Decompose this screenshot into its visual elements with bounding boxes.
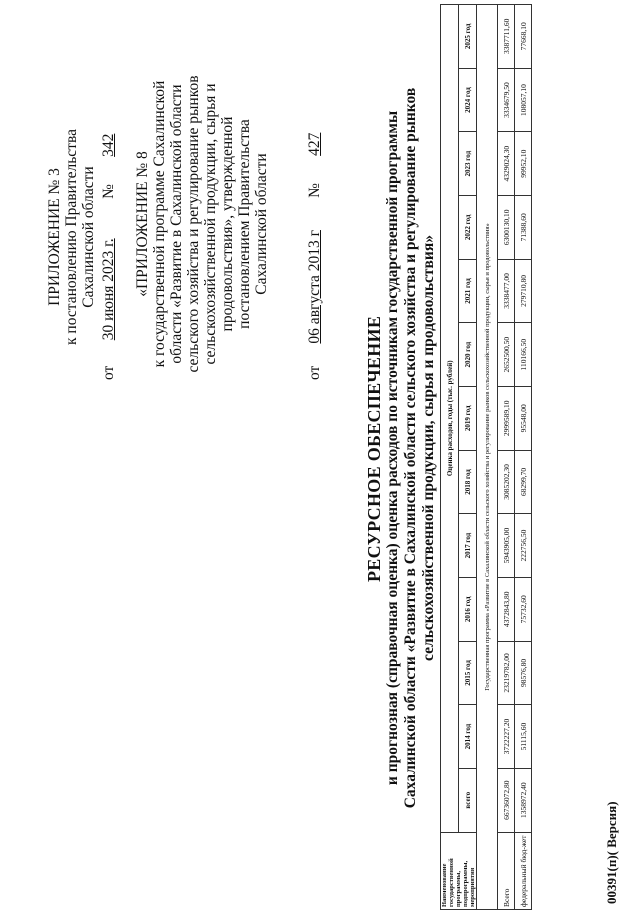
table-cell: 75732,60 — [515, 577, 532, 641]
from-label: от — [100, 365, 117, 380]
document-title: РЕСУРСНОЕ ОБЕСПЕЧЕНИЕ — [364, 315, 384, 582]
appendix-header — [46, 127, 97, 347]
table-cell: 3338477,00 — [498, 259, 515, 323]
col-header-2021: 2021 год — [459, 259, 477, 323]
to-resolution: к постановлению Правительства — [63, 129, 80, 345]
old-appendix-line-4: сельскохозяйственной продукции, сырья и — [202, 83, 219, 365]
name-column-header: Наименование государственной программы, подпрограммы, мероприятия — [441, 832, 477, 909]
table-cell: 108057,10 — [515, 68, 532, 132]
old-appendix-header — [134, 74, 270, 374]
col-header-2025: 2025 год — [459, 5, 477, 69]
appendix-number: ПРИЛОЖЕНИЕ № 3 — [46, 168, 63, 306]
col-header-2023: 2023 год — [459, 132, 477, 196]
row-name-federal: федеральный бюд-жет — [515, 832, 532, 909]
table-cell: 222756,50 — [515, 514, 532, 578]
col-header-2016: 2016 год — [459, 577, 477, 641]
old-appendix-number: «ПРИЛОЖЕНИЕ № 8 — [134, 151, 151, 297]
table-cell: 68299,70 — [515, 450, 532, 514]
year-header-row — [459, 5, 477, 910]
col-header-2020: 2020 год — [459, 323, 477, 387]
table-cell: 3387711,60 — [498, 5, 515, 69]
old-appendix-line-6: постановлением Правительства — [236, 119, 253, 329]
table-cell: 2999589,10 — [498, 386, 515, 450]
col-header-2019: 2019 год — [459, 386, 477, 450]
table-cell: 3334679,50 — [498, 68, 515, 132]
table-cell: 98576,80 — [515, 641, 532, 705]
resolution-date-line — [100, 110, 117, 380]
number-label-2: № — [306, 183, 323, 198]
document-footer-code: 00391(п)( Версия) — [604, 801, 619, 904]
col-header-total: всего — [459, 768, 477, 832]
table-cell: 51115,60 — [515, 705, 532, 769]
region-name: Сахалинской области — [80, 166, 97, 308]
program-name: Государственная программа «Развитие в Сахалинской области сельского хозяйства и регулирование рынков сельскохозяйственной продукции, сырья и продовольствия» — [477, 5, 498, 910]
old-appendix-line-2: области «Развитие в Сахалинской области — [168, 84, 185, 364]
table-cell: 110166,50 — [515, 323, 532, 387]
old-appendix-line-1: к государственной программе Сахалинской — [151, 80, 168, 368]
table-cell: 99952,10 — [515, 132, 532, 196]
table-cell: 4329024,30 — [498, 132, 515, 196]
col-header-2015: 2015 год — [459, 641, 477, 705]
table-cell: 6300130,10 — [498, 196, 515, 260]
old-appendix-line-7: Сахалинской области — [253, 153, 270, 295]
program-number: 427 — [306, 132, 323, 156]
table-cell: 3722227,20 — [498, 705, 515, 769]
table-row — [515, 5, 532, 910]
table-cell: 279710,80 — [515, 259, 532, 323]
program-row — [477, 5, 498, 910]
old-appendix-line-3: сельского хозяйства и регулирование рынков — [185, 75, 202, 373]
table-cell: 1358972,40 — [515, 768, 532, 832]
table-cell: 71388,60 — [515, 196, 532, 260]
col-header-2022: 2022 год — [459, 196, 477, 260]
row-name-total: Всего — [498, 832, 515, 909]
estimate-header: Оценка расходов, годы (тыс. рублей) — [441, 5, 459, 833]
resolution-date: 30 июня 2023 г. — [100, 238, 117, 341]
document-subtitle: и прогнозная (справочная оценка) оценка расходов по источникам государственной программы Сахалинской области «Развитие в Сахалинской области сельского хозяйства и регулирование рынков сельскохозяйственной продукции, сырья и продовольствия» — [384, 87, 437, 809]
table-cell: 4372843,80 — [498, 577, 515, 641]
table-cell: 95548,00 — [515, 386, 532, 450]
program-date: 06 августа 2013 г — [306, 230, 323, 344]
table-cell: 3085202,30 — [498, 450, 515, 514]
old-appendix-line-5: продовольствия», утвержденной — [219, 116, 236, 332]
col-header-2014: 2014 год — [459, 705, 477, 769]
col-header-2018: 2018 год — [459, 450, 477, 514]
table-cell: 66736072,80 — [498, 768, 515, 832]
col-header-2024: 2024 год — [459, 68, 477, 132]
resolution-number: 342 — [100, 133, 117, 157]
program-date-line — [306, 109, 323, 380]
table-cell: 2652500,50 — [498, 323, 515, 387]
from-label-2: от — [306, 365, 323, 380]
resource-table — [440, 4, 532, 910]
table-cell: 23219782,00 — [498, 641, 515, 705]
table-row — [498, 5, 515, 910]
number-label: № — [100, 184, 117, 199]
table-cell: 5943905,00 — [498, 514, 515, 578]
col-header-2017: 2017 год — [459, 514, 477, 578]
table-cell: 77668,10 — [515, 5, 532, 69]
